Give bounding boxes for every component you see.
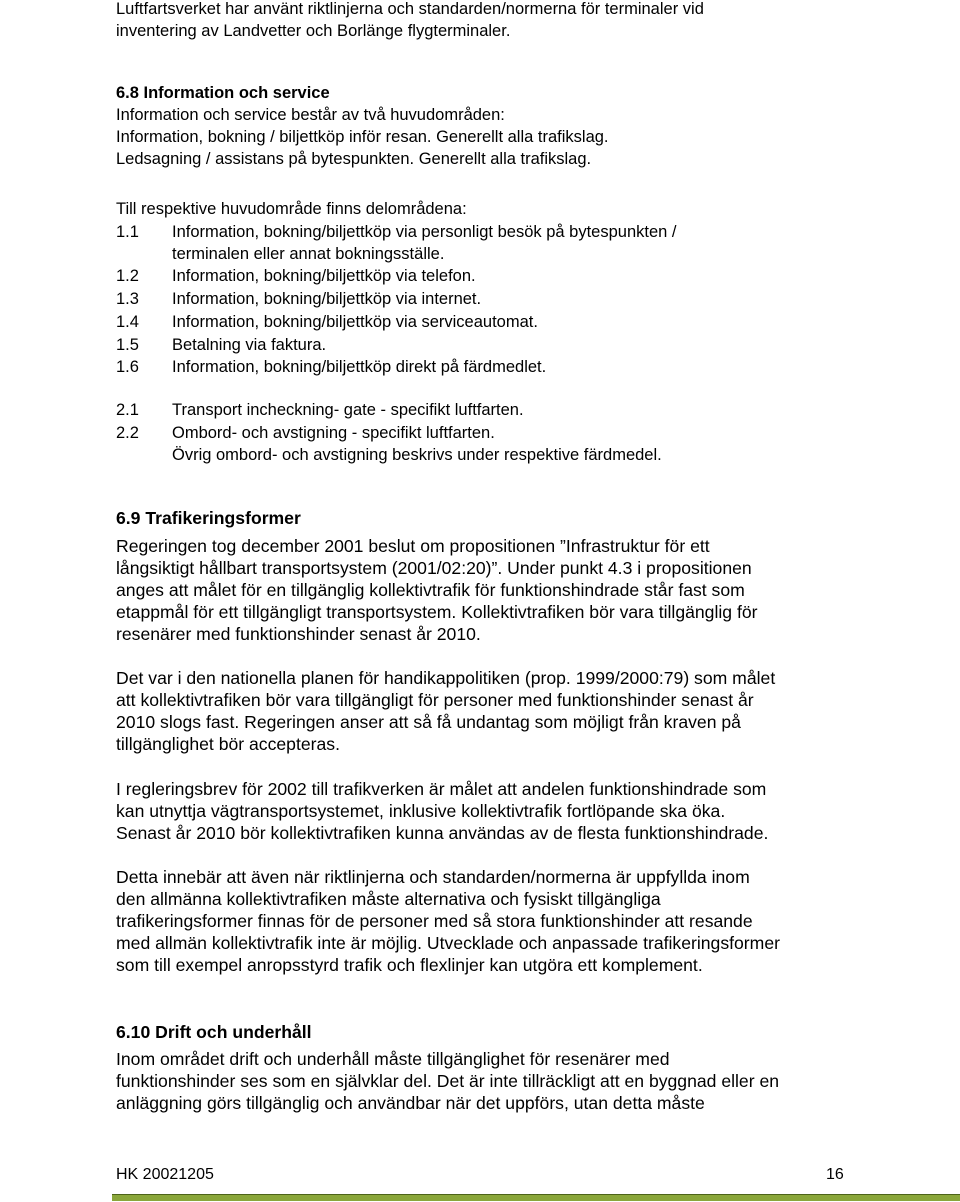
section-6-8-line: Information och service består av två huvudområden:: [116, 106, 505, 124]
paragraph-line: Det var i den nationella planen för handikappolitiken (prop. 1999/2000:79) som målet: [116, 668, 776, 688]
paragraph-line: 2010 slogs fast. Regeringen anser att så få undantag som möjligt från kraven på: [116, 712, 741, 732]
list-item-text: Betalning via faktura.: [172, 336, 327, 354]
paragraph-line: Inom området drift och underhåll måste tillgänglighet för resenärer med: [116, 1049, 670, 1069]
intro-line-2: inventering av Landvetter och Borlänge flygterminaler.: [116, 22, 511, 40]
list-item-number: 1.2: [116, 267, 139, 285]
section-6-9-heading: 6.9 Trafikeringsformer: [116, 508, 301, 528]
paragraph-line: som till exempel anropsstyrd trafik och flexlinjer kan utgöra ett komplement.: [116, 955, 703, 975]
paragraph-line: etappmål för ett tillgängligt transportsystem. Kollektivtrafiken bör vara tillgänglig för: [116, 602, 758, 622]
list-item-text: Transport incheckning- gate - specifikt luftfarten.: [172, 401, 524, 419]
list-item-text: Information, bokning/biljettköp via telefon.: [172, 267, 476, 285]
paragraph-line: anges att målet för en tillgänglig kollektivtrafik för funktionshindrade står fast som: [116, 580, 745, 600]
section-6-8-heading: 6.8 Information och service: [116, 84, 330, 102]
paragraph-line: resenärer med funktionshinder senast år 2010.: [116, 624, 481, 644]
section-6-8-line: Ledsagning / assistans på bytespunkten. Generellt alla trafikslag.: [116, 150, 592, 168]
paragraph-line: kan utnyttja vägtransportsystemet, inklusive kollektivtrafik fortlöpande ska öka.: [116, 801, 726, 821]
paragraph-line: med allmän kollektivtrafik inte är möjlig. Utvecklade och anpassade trafikeringsformer: [116, 933, 780, 953]
list-item-text-continued: terminalen eller annat bokningsställe.: [172, 245, 445, 263]
section-6-10-heading: 6.10 Drift och underhåll: [116, 1022, 312, 1042]
paragraph-line: anläggning görs tillgänglig och användbar när det uppförs, utan detta måste: [116, 1093, 705, 1113]
paragraph-line: funktionshinder ses som en självklar del. Det är inte tillräckligt att en byggnad eller en: [116, 1071, 780, 1091]
footer-document-id: HK 20021205: [116, 1166, 214, 1183]
list-item-text: Information, bokning/biljettköp direkt på färdmedlet.: [172, 358, 547, 376]
paragraph-line: att kollektivtrafiken bör vara tillgängligt för personer med funktionshinder senast år: [116, 690, 754, 710]
list-item-text: Ombord- och avstigning - specifikt luftfarten.: [172, 424, 495, 442]
intro-line-1: Luftfartsverket har använt riktlinjerna och standarden/normerna för terminaler vid: [116, 0, 704, 18]
paragraph-line: långsiktigt hållbart transportsystem (2001/02:20)”. Under punkt 4.3 i propositionen: [116, 558, 752, 578]
paragraph-line: Regeringen tog december 2001 beslut om propositionen ”Infrastruktur för ett: [116, 536, 710, 556]
list-item-number: 1.5: [116, 336, 139, 354]
footer-rule: [112, 1194, 960, 1201]
paragraph-line: Senast år 2010 bör kollektivtrafiken kunna användas av de flesta funktionshindrade.: [116, 823, 769, 843]
footer-page-number: 16: [826, 1166, 844, 1183]
paragraph-line: trafikeringsformer finnas för de personer med så stora funktionshinder att resande: [116, 911, 753, 931]
list-item-number: 2.1: [116, 401, 139, 419]
paragraph-line: I regleringsbrev för 2002 till trafikverken är målet att andelen funktionshindrade som: [116, 779, 767, 799]
list-item-number: 1.1: [116, 223, 139, 241]
list-item-number: 1.3: [116, 290, 139, 308]
page-footer: [0, 1158, 960, 1202]
list-item-number: 1.4: [116, 313, 139, 331]
paragraph-line: tillgänglighet bör accepteras.: [116, 734, 340, 754]
list-item-text: Information, bokning/biljettköp via internet.: [172, 290, 482, 308]
list-item-text: Information, bokning/biljettköp via serviceautomat.: [172, 313, 538, 331]
section-6-8-subheading: Till respektive huvudområde finns delområdena:: [116, 200, 467, 218]
list-item-number: 2.2: [116, 424, 139, 442]
section-6-8-line: Information, bokning / biljettköp inför resan. Generellt alla trafikslag.: [116, 128, 609, 146]
list-item-text-continued: Övrig ombord- och avstigning beskrivs under respektive färdmedel.: [172, 446, 662, 464]
paragraph-line: den allmänna kollektivtrafiken måste alternativa och fysiskt tillgängliga: [116, 889, 661, 909]
list-item-number: 1.6: [116, 358, 139, 376]
list-item-text: Information, bokning/biljettköp via personligt besök på bytespunkten /: [172, 223, 677, 241]
paragraph-line: Detta innebär att även när riktlinjerna och standarden/normerna är uppfyllda inom: [116, 867, 750, 887]
